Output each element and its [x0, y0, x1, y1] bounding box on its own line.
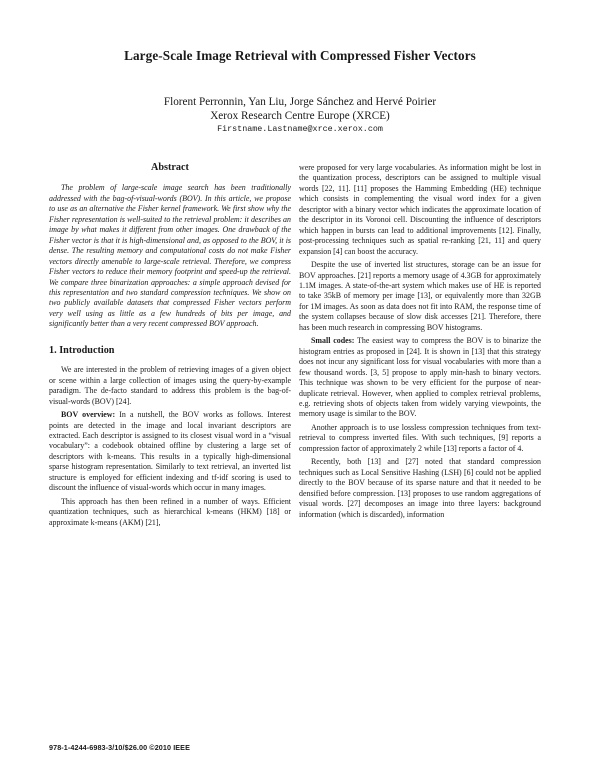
small-codes-label: Small codes:: [311, 336, 355, 346]
author-affiliation: Xerox Research Centre Europe (XRCE): [210, 110, 390, 122]
paper-title: Large-Scale Image Retrieval with Compressed Fisher Vectors: [124, 48, 476, 63]
right-paragraph-1: were proposed for very large vocabularies. As information might be lost in the quantization process, descriptors can be assigned to multiple visual words [22, 11]. [11] proposes the Hamming Embedding (HE) technique which consists in complementing the visual word index for a given descriptor with a binary vector which indicates the approximate location of the descriptor in its Voronoi cell. Discounting the influence of descriptors which happen in bursts can lead to additional improvements [12]. Finally, post-processing techniques such as spatial re-ranking [21, 11] and query expansion [4] can boost the accuracy.: [299, 163, 541, 256]
bov-overview-label: BOV overview:: [61, 410, 116, 420]
section-heading-introduction: 1. Introduction: [49, 344, 115, 356]
right-paragraph-5: Recently, both [13] and [27] noted that standard compression techniques such as Local Sensitive Hashing (LSH) [6] could not be applied directly to the BOV because of its sparse nature and that it needed to be densified before compression. [13] proposes to use random aggregations of visual words. [27] decomposes an image into three layers: background information (which is discarded), information: [299, 457, 541, 519]
intro-paragraph-1: We are interested in the problem of retrieving images of a given object or scene within a large collection of images using the query-by-example paradigm. The de-facto standard to address this problem is the bag-of-visual-words (BOV) [24].: [49, 365, 291, 406]
right-paragraph-3: [299, 336, 541, 420]
author-names: Florent Perronnin, Yan Liu, Jorge Sánchez and Hervé Poirier: [163, 96, 437, 108]
right-paragraph-2: Despite the use of inverted list structures, storage can be an issue for BOV approaches. [21] reports a memory usage of 4.3GB for approximately 1.1M images. A state-of-the-art system which makes use of HE is reported to take 35kB of memory per image [13], or equivalently more than 32GB for 1M images. As soon as data does not fit into RAM, the response time of the system collapses because of slow disk accesses [21]. Therefore, there has been much research in compressing BOV histograms.: [299, 260, 541, 332]
author-block: [0, 95, 600, 123]
right-column: [299, 163, 541, 523]
intro-paragraph-2: [49, 410, 291, 494]
intro-paragraph-3: This approach has then been refined in a number of ways. Efficient quantization techniques, such as hierarchical k-means (HKM) [18] or approximate k-means (AKM) [21],: [49, 496, 291, 527]
author-email: Firstname.Lastname@xrce.xerox.com: [217, 124, 383, 134]
left-column: [49, 163, 291, 531]
abstract-text: The problem of large-scale image search has been traditionally addressed with the bag-of-visual-words (BOV). In this article, we propose to use as an alternative the Fisher kernel framework. We first show why the Fisher representation is well-suited to the retrieval problem: it describes an image by what makes it different from other images. One drawback of the Fisher vector is that it is high-dimensional and, as opposed to the BOV, it is dense. The resulting memory and computational costs do not make Fisher vectors directly amenable to large-scale retrieval. Therefore, we compress Fisher vectors to reduce their memory footprint and speed-up the retrieval. We compare three binarization approaches: a simple approach devised for this representation and two standard compression techniques. We show on two publicly available datasets that compressed Fisher vectors perform very well using as little as a few hundreds of bits per image, and significantly better than a very recent compressed BOV approach.: [49, 183, 291, 329]
intro-paragraph-2-text: In a nutshell, the BOV works as follows. Interest points are detected in the image and local invariant descriptors are extracted. Each descriptor is assigned to its closest visual word in a “visual vocabulary”: a codebook obtained offline by clustering a large set of descriptors with k-means. This results in a typically high-dimensional sparse histogram representation. Similarly to text retrieval, an inverted list structure is employed for efficient indexing and tf-idf scoring is used to discount the influence of visual-words which occur in many images.: [49, 410, 291, 493]
right-paragraph-4: Another approach is to use lossless compression techniques from text-retrieval to compress inverted files. With such techniques, [9] reports a compression factor of approximately 2 while [13] reports a factor of 4.: [299, 422, 541, 453]
copyright-footer: 978-1-4244-6983-3/10/$26.00 ©2010 IEEE: [49, 743, 190, 752]
abstract-heading: Abstract: [151, 162, 189, 173]
right-paragraph-3-text: The easiest way to compress the BOV is to binarize the histogram entries as proposed in [24]. It is shown in [13] that this strategy does not incur any significant loss for visual vocabularies with more than a few thousand words. [3, 5] propose to apply min-hash to binary vectors. This technique was shown to be very efficient for the purpose of near-duplicate retrieval. However, when applied to complex retrieval problems, e.g. retrieving shots of objects taken from widely varying viewpoints, the memory usage is similar to the BOV.: [299, 336, 541, 419]
